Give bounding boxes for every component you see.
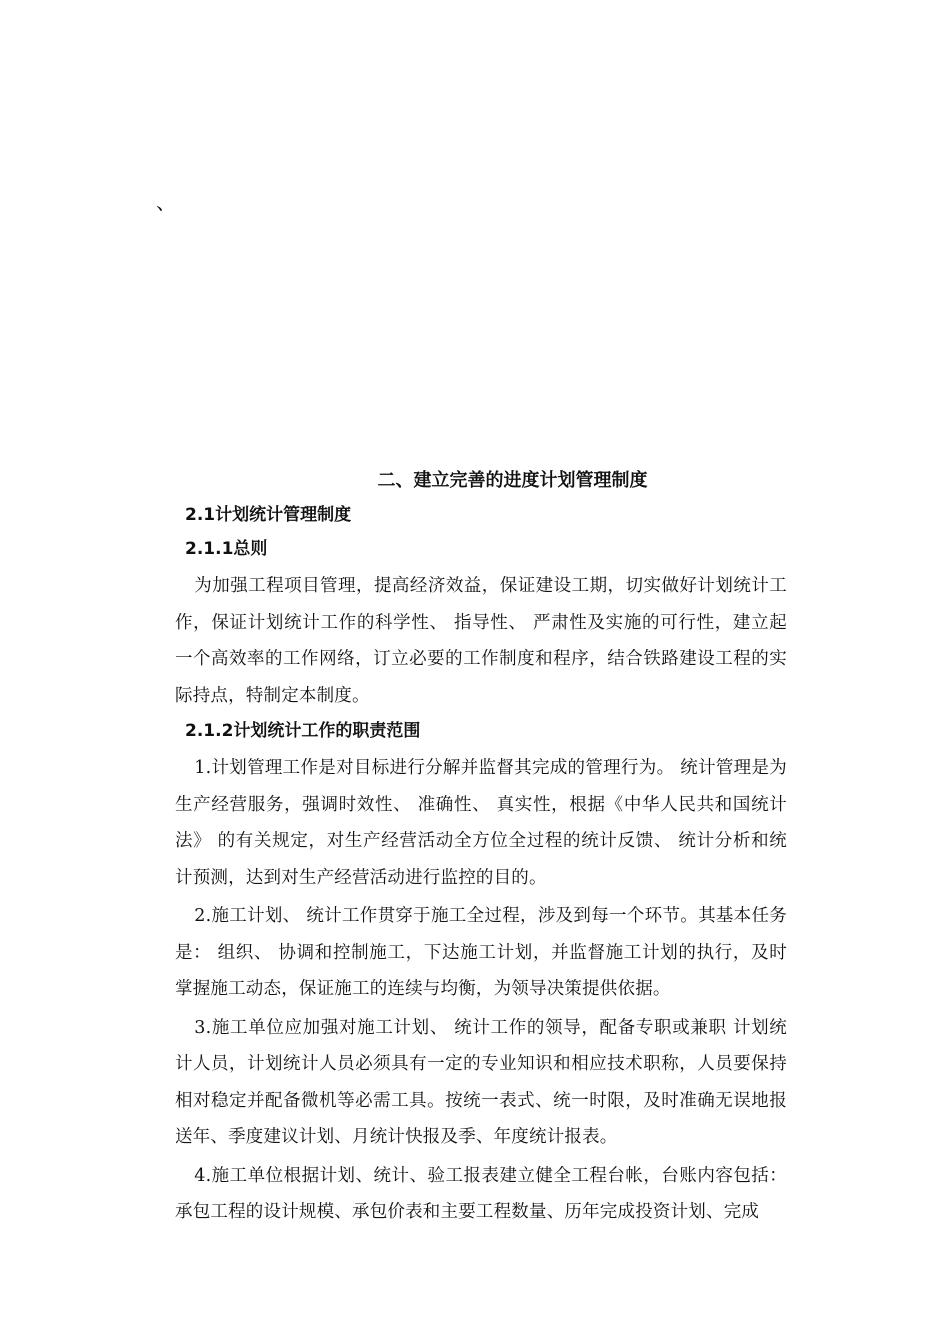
list-item-2: 2.施工计划、 统计工作贯穿于施工全过程，涉及到每一个环节。其基本任务是： 组织、 协调和控制施工，下达施工计划，并监督施工计划的执行，及时掌握施工动态，保证施工的连续与均衡，为领导决策提供依据。 bbox=[175, 906, 787, 999]
section-heading-2-1: 2.1计划统计管理制度 bbox=[185, 505, 352, 525]
document-body bbox=[175, 466, 800, 1233]
list-item-3: 3.施工单位应加强对施工计划、 统计工作的领导，配备专职或兼职 计划统计人员，计划统计人员必须具有一定的专业知识和相应技术职称，人员要保持相对稳定并配备微机等必需工具。按统一表式、统一时限，及时准确无误地报送年、季度建议计划、月统计快报及季、年度统计报表。 bbox=[175, 1017, 787, 1147]
stray-punctuation-mark: 、 bbox=[156, 190, 176, 214]
section-heading-2-1-1: 2.1.1总则 bbox=[185, 539, 268, 559]
list-item-1: 1.计划管理工作是对目标进行分解并监督其完成的管理行为。 统计管理是为生产经营服务，强调时效性、 准确性、 真实性，根据《中华人民共和国统计法》 的有关规定，对生产经营活动全方位全过程的统计反馈、 统计分析和统计预测，达到对生产经营活动进行监控的目的。 bbox=[175, 758, 787, 888]
chapter-title: 二、建立完善的进度计划管理制度 bbox=[377, 470, 648, 491]
section-heading-2-1-2: 2.1.2计划统计工作的职责范围 bbox=[185, 721, 421, 741]
general-principles-paragraph: 为加强工程项目管理，提高经济效益，保证建设工期，切实做好计划统计工作，保证计划统计工作的科学性、 指导性、 严肃性及实施的可行性，建立起一个高效率的工作网络，订立必要的工作制度和程序，结合铁路建设工程的实际持点，特制定本制度。 bbox=[175, 576, 787, 706]
list-item-4: 4.施工单位根据计划、统计、验工报表建立健全工程台帐，台账内容包括：承包工程的设计规模、承包价表和主要工程数量、历年完成投资计划、完成 bbox=[175, 1165, 787, 1222]
